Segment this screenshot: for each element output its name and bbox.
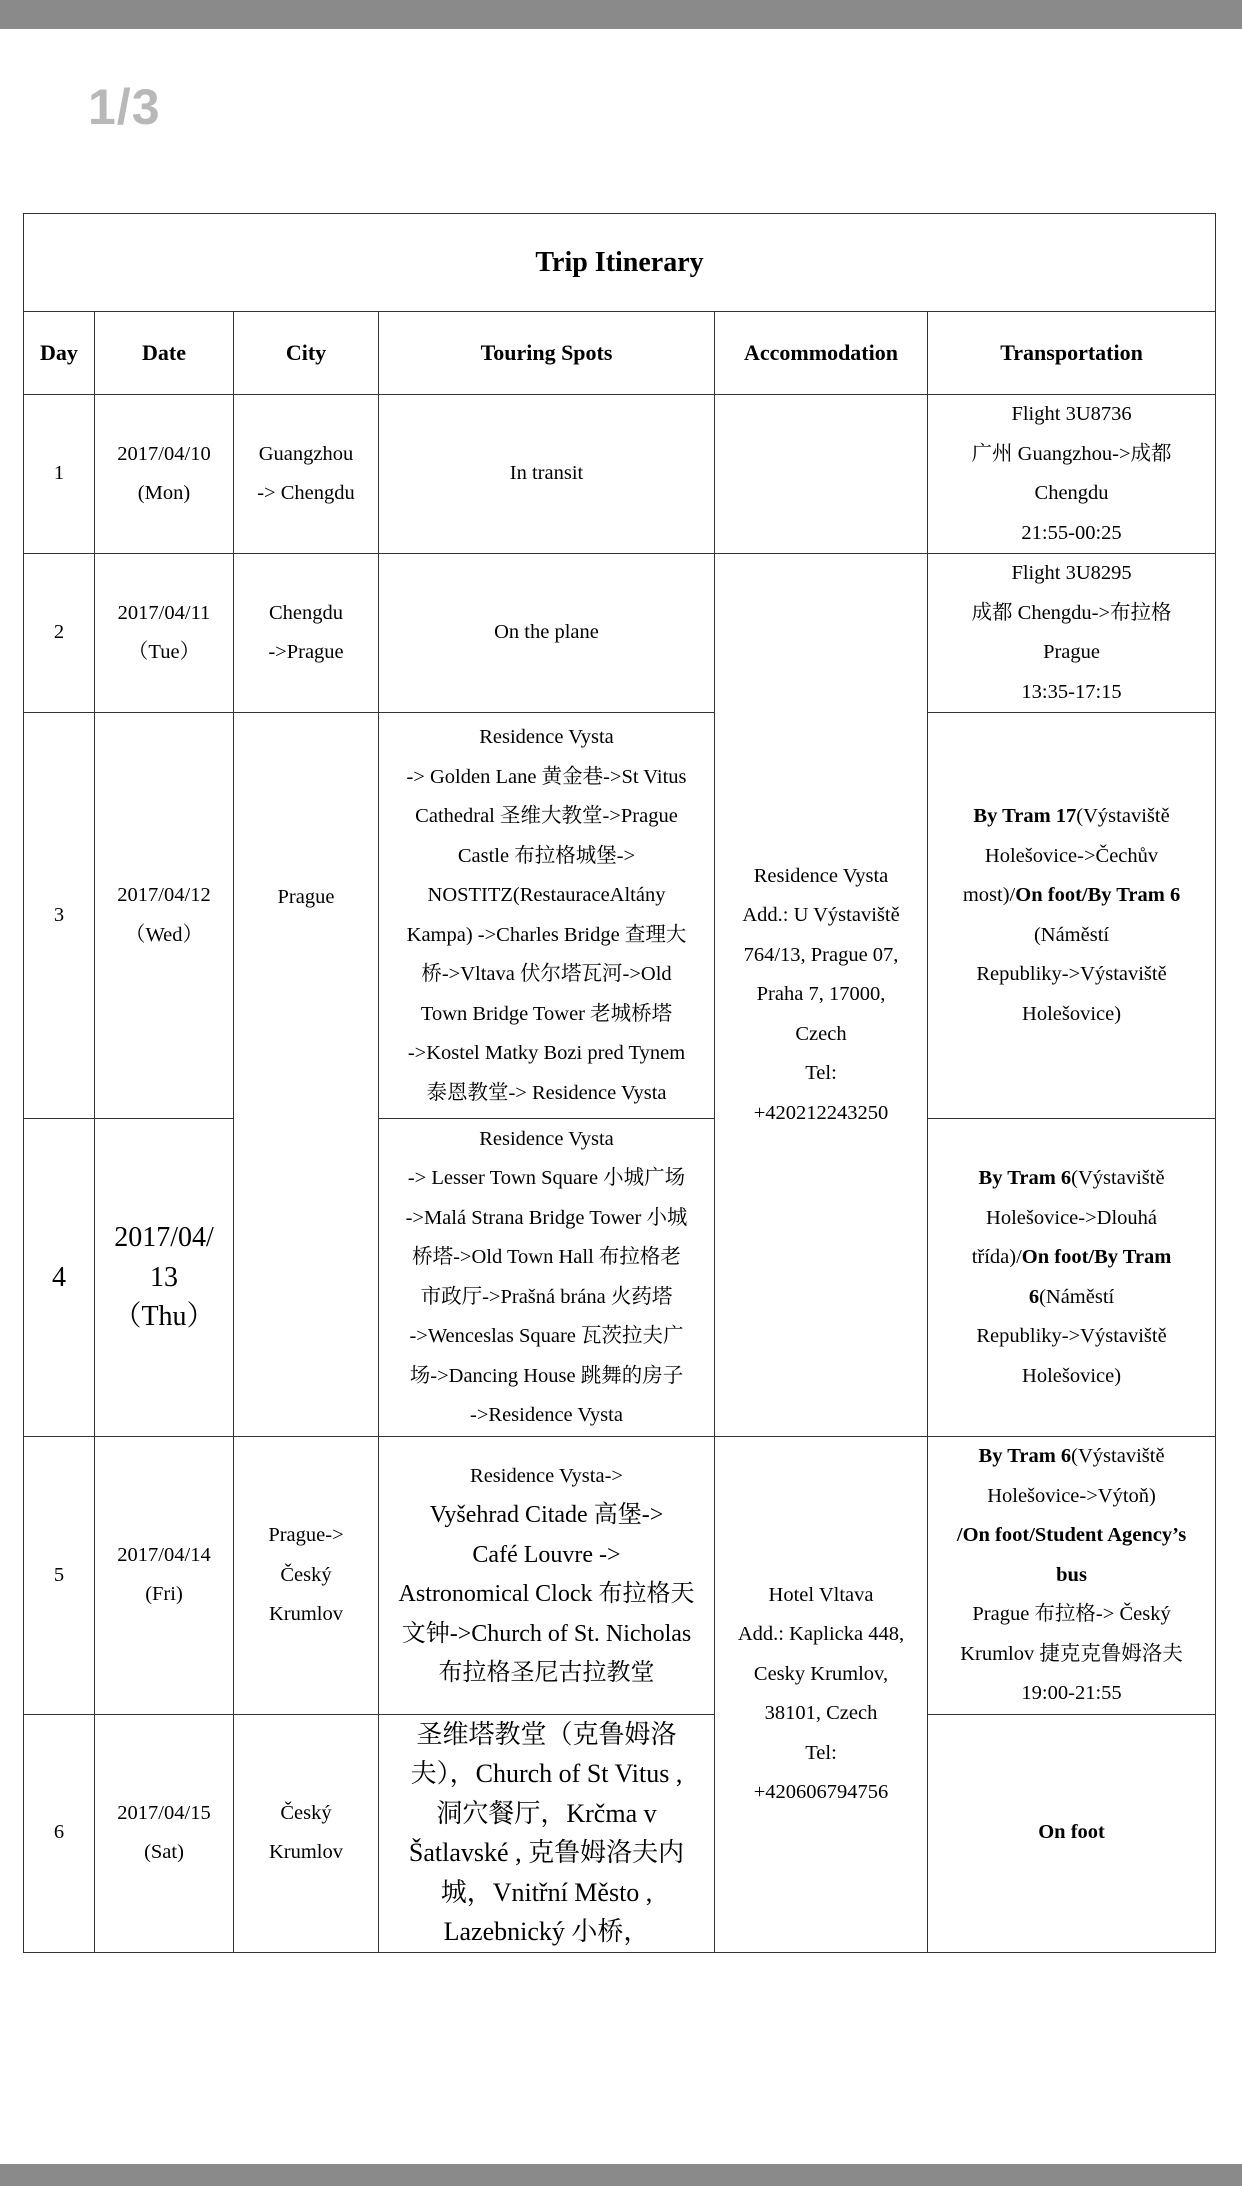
cell-line xyxy=(936,1357,1207,1397)
cell-line: Kampa) ->Charles Bridge 查理大 xyxy=(406,923,687,946)
cell-line: Add.: U Výstaviště xyxy=(742,904,900,927)
bold-segment: On foot/By Tram xyxy=(1021,1246,1172,1268)
header-day: Day xyxy=(24,312,95,395)
date-cell xyxy=(95,1437,234,1715)
bold-segment: /On foot/Student Agency’s xyxy=(956,1524,1187,1546)
cell-line: -> Lesser Town Square 小城广场 xyxy=(407,1167,686,1189)
cell-line: 广州 Guangzhou->成都 xyxy=(971,442,1172,465)
cell-line: -> Chengdu xyxy=(257,482,355,504)
cell-line: 洞穴餐厅，Krčma v xyxy=(436,1798,657,1828)
header-date: Date xyxy=(95,312,234,395)
cell-line: ->Wenceslas Square 瓦茨拉夫广 xyxy=(409,1325,684,1347)
cell-line: Add.: Kaplicka 448, xyxy=(737,1623,905,1646)
cell-line: Flight 3U8736 xyxy=(1011,403,1132,425)
header-accommodation: Accommodation xyxy=(715,312,928,395)
cell-line: 2017/04/14 xyxy=(117,1543,211,1566)
cell-line xyxy=(936,1595,1207,1635)
text-segment: (Výstaviště xyxy=(1071,1445,1165,1467)
text-segment: Prague 布拉格-> Český xyxy=(972,1603,1171,1625)
transport-cell xyxy=(928,1119,1216,1437)
cell-line: Praha 7, 17000, xyxy=(756,983,886,1006)
cell-line: 2017/04/ xyxy=(114,1222,214,1254)
bold-segment: By Tram 6 xyxy=(978,1445,1072,1467)
cell-line: +420212243250 xyxy=(753,1101,889,1124)
transport-cell xyxy=(928,554,1216,713)
cell-line: Krumlov xyxy=(268,1841,344,1863)
cell-line: 13 xyxy=(150,1261,178,1293)
spots-cell xyxy=(379,1714,715,1952)
cell-line xyxy=(936,797,1207,837)
cell-line: 21:55-00:25 xyxy=(1021,521,1122,544)
spots-cell xyxy=(379,713,715,1119)
cell-line xyxy=(936,1238,1207,1278)
table-row xyxy=(24,1437,1216,1715)
transport-text: On foot xyxy=(1038,1821,1105,1844)
header-touring-spots: Touring Spots xyxy=(379,312,715,395)
cell-line: -> Golden Lane 黄金巷->St Vitus xyxy=(406,765,687,788)
day-cell: 6 xyxy=(24,1714,95,1952)
cell-line: （Wed） xyxy=(124,923,204,946)
accommodation-cell-prague xyxy=(715,554,928,1437)
cell-line: 泰恩教堂-> Residence Vysta xyxy=(426,1081,667,1104)
cell-line: Šatlavské , 克鲁姆洛夫内 xyxy=(408,1838,685,1867)
text-segment: Republiky->Výstaviště xyxy=(976,963,1167,985)
cell-line: 2017/04/10 xyxy=(117,442,211,465)
text-segment: Holešovice) xyxy=(1022,1002,1122,1025)
cell-line xyxy=(936,837,1207,877)
cell-line: +420606794756 xyxy=(753,1781,889,1804)
cell-line: Cesky Krumlov, xyxy=(753,1662,889,1685)
cell-line xyxy=(936,1556,1207,1596)
text-segment: Holešovice) xyxy=(1022,1364,1122,1387)
city-text: Prague xyxy=(277,886,335,908)
cell-line xyxy=(936,1437,1207,1477)
cell-line: Český xyxy=(280,1801,332,1824)
cell-line xyxy=(936,876,1207,916)
bold-segment: On foot/By Tram 6 xyxy=(1015,884,1181,906)
cell-line: Castle 布拉格城堡-> xyxy=(457,844,636,867)
text-segment: Krumlov 捷克克鲁姆洛夫 xyxy=(960,1642,1183,1665)
transport-cell xyxy=(928,1437,1216,1715)
cell-line: 2017/04/12 xyxy=(117,884,211,906)
header-transportation: Transportation xyxy=(928,312,1216,395)
cell-line: 桥塔->Old Town Hall 布拉格老 xyxy=(412,1246,681,1268)
day-cell: 4 xyxy=(24,1119,95,1437)
transport-cell xyxy=(928,713,1216,1119)
text-segment: třída)/ xyxy=(971,1246,1022,1268)
cell-line: 2017/04/15 xyxy=(117,1801,211,1824)
cell-line: Chengdu xyxy=(1034,482,1109,504)
cell-line: ->Kostel Matky Bozi pred Tynem xyxy=(407,1042,686,1064)
spots-cell xyxy=(379,1437,715,1715)
cell-line: Lazebnický 小桥， xyxy=(443,1917,650,1946)
cell-line: 圣维塔教堂（克鲁姆洛 xyxy=(416,1719,677,1749)
cell-line xyxy=(936,1516,1207,1556)
city-cell xyxy=(234,1437,379,1715)
cell-line: 场->Dancing House 跳舞的房子 xyxy=(409,1364,684,1387)
cell-line: 城，Vnitřní Město , xyxy=(440,1877,653,1907)
date-cell xyxy=(95,1714,234,1952)
accommodation-cell-krumlov xyxy=(715,1437,928,1953)
cell-line xyxy=(936,955,1207,995)
cell-line: Guangzhou xyxy=(258,442,354,465)
date-cell xyxy=(95,395,234,554)
spots-cell xyxy=(379,395,715,554)
cell-line: ->Residence Vysta xyxy=(470,1404,623,1426)
cell-line: Residence Vysta xyxy=(479,1127,614,1150)
cell-line: 夫），Church of St Vitus , xyxy=(410,1759,683,1788)
cell-line: Prague-> xyxy=(268,1524,344,1546)
cell-line xyxy=(936,995,1207,1035)
table-row xyxy=(24,713,1216,1119)
bold-segment: By Tram 17 xyxy=(973,805,1077,827)
cell-line: 文钟->Church of St. Nicholas xyxy=(401,1620,692,1647)
date-cell xyxy=(95,1119,234,1437)
bottom-bar xyxy=(0,2164,1242,2186)
cell-line: (Mon) xyxy=(137,482,191,504)
bold-segment: bus xyxy=(1056,1563,1087,1586)
cell-line: 764/13, Prague 07, xyxy=(743,943,899,966)
cell-line: In transit xyxy=(509,462,584,485)
cell-line: (Sat) xyxy=(144,1841,184,1863)
cell-line: ->Malá Strana Bridge Tower 小城 xyxy=(405,1206,688,1229)
page-indicator: 1/3 xyxy=(88,79,161,135)
text-segment: (Náměstí xyxy=(1033,923,1110,946)
cell-line xyxy=(936,1317,1207,1357)
cell-line: Astronomical Clock 布拉格天 xyxy=(398,1581,695,1608)
transport-cell xyxy=(928,395,1216,554)
title-row xyxy=(24,214,1216,312)
spots-cell xyxy=(379,1119,715,1437)
date-cell xyxy=(95,554,234,713)
text-segment: most)/ xyxy=(962,884,1016,906)
cell-line: Tel: xyxy=(805,1062,837,1085)
header-row xyxy=(24,312,1216,395)
text-segment: Holešovice->Čechův xyxy=(984,844,1159,867)
table-row xyxy=(24,395,1216,554)
cell-line: 38101, Czech xyxy=(764,1702,878,1725)
day-cell: 2 xyxy=(24,554,95,713)
cell-line: 桥->Vltava 伏尔塔瓦河->Old xyxy=(421,963,672,985)
table-row xyxy=(24,1119,1216,1437)
cell-line: Town Bridge Tower 老城桥塔 xyxy=(420,1002,673,1025)
cell-line: 2017/04/11 xyxy=(117,601,211,624)
cell-line: Czech xyxy=(795,1022,847,1045)
spots-cell xyxy=(379,554,715,713)
bold-segment: By Tram 6 xyxy=(978,1167,1072,1189)
cell-line xyxy=(936,1674,1207,1714)
cell-line: Residence Vysta-> xyxy=(470,1464,623,1487)
day-cell: 3 xyxy=(24,713,95,1119)
cell-line: （Tue） xyxy=(127,641,201,663)
cell-line: Residence Vysta xyxy=(479,726,614,748)
cell-line: （Thu） xyxy=(113,1301,215,1333)
city-cell xyxy=(234,395,379,554)
top-bar xyxy=(0,0,1242,29)
text-segment: (Výstaviště xyxy=(1076,805,1170,827)
cell-line xyxy=(936,1635,1207,1675)
cell-line: Tel: xyxy=(805,1741,837,1764)
cell-line: Cathedral 圣维大教堂->Prague xyxy=(415,805,678,827)
cell-line xyxy=(936,1159,1207,1199)
date-cell xyxy=(95,713,234,1119)
cell-line: Vyšehrad Citade 高堡-> xyxy=(429,1502,664,1529)
cell-line: Chengdu xyxy=(268,601,344,624)
transport-cell xyxy=(928,1714,1216,1952)
cell-line: Residence Vysta xyxy=(753,864,889,887)
cell-line xyxy=(936,1199,1207,1239)
cell-line: Flight 3U8295 xyxy=(1011,562,1132,584)
header-city: City xyxy=(234,312,379,395)
day-cell: 1 xyxy=(24,395,95,554)
cell-line: Krumlov xyxy=(268,1603,344,1625)
cell-line: 市政厅->Prašná brána 火药塔 xyxy=(420,1285,673,1308)
cell-line: Český xyxy=(280,1563,332,1586)
cell-line xyxy=(936,1477,1207,1517)
text-segment: (Náměstí xyxy=(1039,1285,1115,1308)
cell-line: NOSTITZ(RestauraceAltány xyxy=(427,884,666,906)
text-segment: Holešovice->Výtoň) xyxy=(987,1484,1156,1507)
city-cell xyxy=(234,1714,379,1952)
cell-line: On the plane xyxy=(494,621,599,644)
text-segment: 19:00-21:55 xyxy=(1021,1682,1122,1704)
cell-line: 布拉格圣尼古拉教堂 xyxy=(438,1660,655,1687)
cell-line xyxy=(936,1278,1207,1318)
text-segment: Republiky->Výstaviště xyxy=(976,1325,1167,1347)
cell-line: Prague xyxy=(1043,641,1100,663)
table-row xyxy=(24,554,1216,713)
text-segment: Holešovice->Dlouhá xyxy=(986,1206,1158,1229)
cell-line: Café Louvre -> xyxy=(472,1541,621,1568)
day-cell: 5 xyxy=(24,1437,95,1715)
cell-line: ->Prague xyxy=(268,641,344,663)
cell-line: 13:35-17:15 xyxy=(1021,680,1122,703)
table-title: Trip Itinerary xyxy=(24,214,1216,312)
city-cell xyxy=(234,554,379,713)
accommodation-cell-empty xyxy=(715,395,928,554)
cell-line: Hotel Vltava xyxy=(768,1583,874,1606)
text-segment: (Výstaviště xyxy=(1071,1167,1165,1189)
table-row xyxy=(24,1714,1216,1952)
city-cell xyxy=(234,713,379,1437)
cell-line xyxy=(936,916,1207,956)
itinerary-table xyxy=(23,213,1216,1953)
bold-segment: 6 xyxy=(1028,1285,1040,1308)
cell-line: (Fri) xyxy=(145,1583,183,1606)
cell-line: 成都 Chengdu->布拉格 xyxy=(971,601,1172,624)
